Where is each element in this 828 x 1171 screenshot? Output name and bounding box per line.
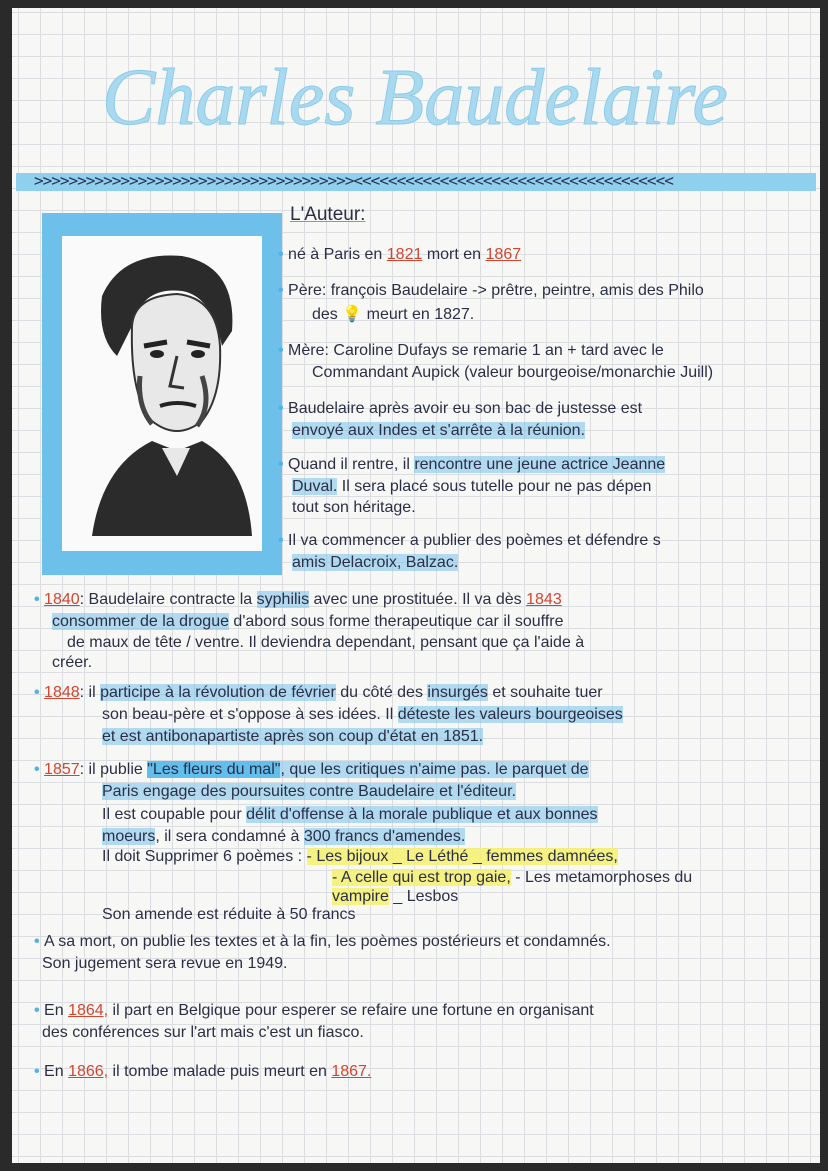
bullet-icon: • (34, 1002, 45, 1019)
highlighted-text: , que les critiques n'aime pas. le parquet de (280, 761, 589, 778)
note-text: Il est coupable pour (102, 806, 247, 823)
year-highlight: 1864, (68, 1002, 109, 1019)
note-line (278, 342, 664, 360)
note-text: d'abord sous forme therapeutique car il souffre (228, 613, 564, 630)
note-line (332, 888, 458, 906)
bullet-icon: • (278, 282, 289, 299)
highlighted-text: - Les bijoux _ Le Léthé (306, 848, 469, 865)
note-line (102, 906, 356, 924)
note-line (52, 654, 92, 672)
year-highlight: 1848 (44, 684, 80, 701)
note-text: _ Lesbos (388, 888, 459, 905)
note-line (34, 761, 589, 779)
note-text: son beau-père et s'oppose à ses idées. Il (102, 706, 398, 723)
note-text: Père: françois Baudelaire -> prêtre, peintre, amis des Philo (288, 282, 704, 299)
note-text: : il publie (79, 761, 148, 778)
arrow-divider: >>>>>>>>>>>>>>>>>>>>>>>>>>>>>>>>>>>>><<<<<<<<<<<<<<<<<<<<<<<<<<<<<<<<<<<<< (34, 171, 673, 190)
note-text: né à Paris en (288, 246, 387, 263)
highlighted-text: _ femmes damnées, (468, 848, 618, 865)
note-line (278, 282, 704, 300)
bullet-icon: • (278, 456, 289, 473)
bullet-icon: • (34, 591, 45, 608)
note-text: : il (79, 684, 101, 701)
year-highlight: 1866, (68, 1063, 109, 1080)
note-line (292, 499, 416, 517)
note-line (312, 364, 713, 382)
note-line (292, 422, 585, 440)
note-line (278, 246, 521, 264)
bullet-icon: • (34, 1063, 45, 1080)
highlighted-text: Paris engage des poursuites contre Baudelaire et l'éditeur. (102, 783, 516, 800)
note-text: mort en (422, 246, 486, 263)
note-text: avec une prostituée. Il va dès (309, 591, 527, 608)
bullet-icon: • (278, 246, 289, 263)
page-title: Charles Baudelaire (102, 54, 728, 142)
note-line (34, 1002, 594, 1020)
notebook-page (12, 8, 820, 1163)
highlighted-text: délit d'offense à la morale publique et aux bonnes (246, 806, 598, 823)
note-line (42, 955, 288, 973)
highlighted-text: moeurs (102, 828, 156, 845)
bullet-icon: • (34, 684, 45, 701)
note-text: de maux de tête / ventre. Il deviendra dependant, pensant que ça l'aide à (67, 634, 585, 651)
note-text: tout son héritage. (292, 499, 416, 516)
highlighted-text: déteste les valeurs bourgeoises (397, 706, 623, 723)
bullet-icon: • (34, 761, 45, 778)
note-line (102, 783, 516, 801)
note-line (102, 706, 623, 724)
note-text: du côté des (335, 684, 428, 701)
bullet-icon: • (278, 532, 289, 549)
note-text: En (44, 1002, 69, 1019)
baudelaire-portrait (62, 236, 262, 551)
highlighted-text: consommer de la drogue (52, 613, 229, 630)
note-text: Son amende est réduite à 50 francs (102, 906, 356, 923)
note-text: Baudelaire après avoir eu son bac de justesse est (288, 400, 643, 417)
note-line (332, 869, 692, 887)
note-line (67, 634, 584, 652)
note-line (42, 1024, 364, 1042)
note-line (34, 591, 562, 609)
note-line (278, 400, 642, 418)
note-text: des 💡 meurt en 1827. (312, 306, 475, 323)
note-line (102, 806, 598, 824)
note-text: des conférences sur l'art mais c'est un fiasco. (42, 1024, 364, 1041)
highlighted-text: "Les fleurs du mal" (147, 761, 281, 778)
note-line (34, 1063, 371, 1081)
highlighted-text: et est antibonapartiste après son coup d'état en 1851. (102, 728, 484, 745)
highlighted-text: 300 francs d'amendes. (303, 828, 466, 845)
year-highlight: 1867. (331, 1063, 372, 1080)
note-text: : Baudelaire contracte la (79, 591, 257, 608)
year-highlight: 1843 (526, 591, 562, 608)
highlighted-text: Duval. (292, 478, 338, 495)
year-highlight: 1857 (44, 761, 80, 778)
portrait-illustration (62, 236, 262, 551)
note-text: Quand il rentre, il (288, 456, 415, 473)
note-text: - Les metamorphoses du (510, 869, 693, 886)
highlighted-text: amis Delacroix, Balzac. (292, 554, 459, 571)
note-text: Il doit Supprimer 6 poèmes : (102, 848, 307, 865)
bullet-icon: • (278, 400, 289, 417)
note-line (278, 456, 665, 474)
note-line (292, 478, 651, 496)
note-text: , il sera condamné à (155, 828, 304, 845)
note-line (292, 554, 458, 572)
note-line (278, 532, 661, 550)
note-text: Il sera placé sous tutelle pour ne pas dépen (337, 478, 652, 495)
note-text: il tombe malade puis meurt en (108, 1063, 332, 1080)
bullet-icon: • (278, 342, 289, 359)
note-text: créer. (52, 654, 93, 671)
year-highlight: 1840 (44, 591, 80, 608)
highlighted-text: rencontre une jeune actrice Jeanne (414, 456, 666, 473)
note-line (34, 933, 611, 951)
note-text: Il va commencer a publier des poèmes et défendre s (288, 532, 661, 549)
note-text: et souhaite tuer (487, 684, 603, 701)
year-highlight: 1821 (386, 246, 423, 263)
note-line (102, 728, 483, 746)
note-line (52, 613, 564, 631)
highlighted-text: vampire (332, 888, 389, 905)
highlighted-text: - A celle qui est trop gaie, (332, 869, 511, 886)
highlighted-text: envoyé aux Indes et s'arrête à la réunion. (292, 422, 586, 439)
bullet-icon: • (34, 933, 45, 950)
section-heading-author: L'Auteur: (290, 204, 366, 225)
note-text: A sa mort, on publie les textes et à la fin, les poèmes postérieurs et condamnés. (44, 933, 611, 950)
note-line (102, 828, 465, 846)
year-highlight: 1867 (485, 246, 522, 263)
note-line (34, 684, 603, 702)
note-text: Son jugement sera revue en 1949. (42, 955, 288, 972)
note-text: Commandant Aupick (valeur bourgeoise/monarchie Juill) (312, 364, 714, 381)
note-line (102, 848, 618, 866)
highlighted-text: insurgés (427, 684, 488, 701)
note-text: En (44, 1063, 69, 1080)
note-line (312, 304, 474, 324)
note-text: il part en Belgique pour esperer se refaire une fortune en organisant (108, 1002, 594, 1019)
highlighted-text: syphilis (256, 591, 310, 608)
note-text: Mère: Caroline Dufays se remarie 1 an + tard avec le (288, 342, 664, 359)
highlighted-text: participe à la révolution de février (100, 684, 336, 701)
